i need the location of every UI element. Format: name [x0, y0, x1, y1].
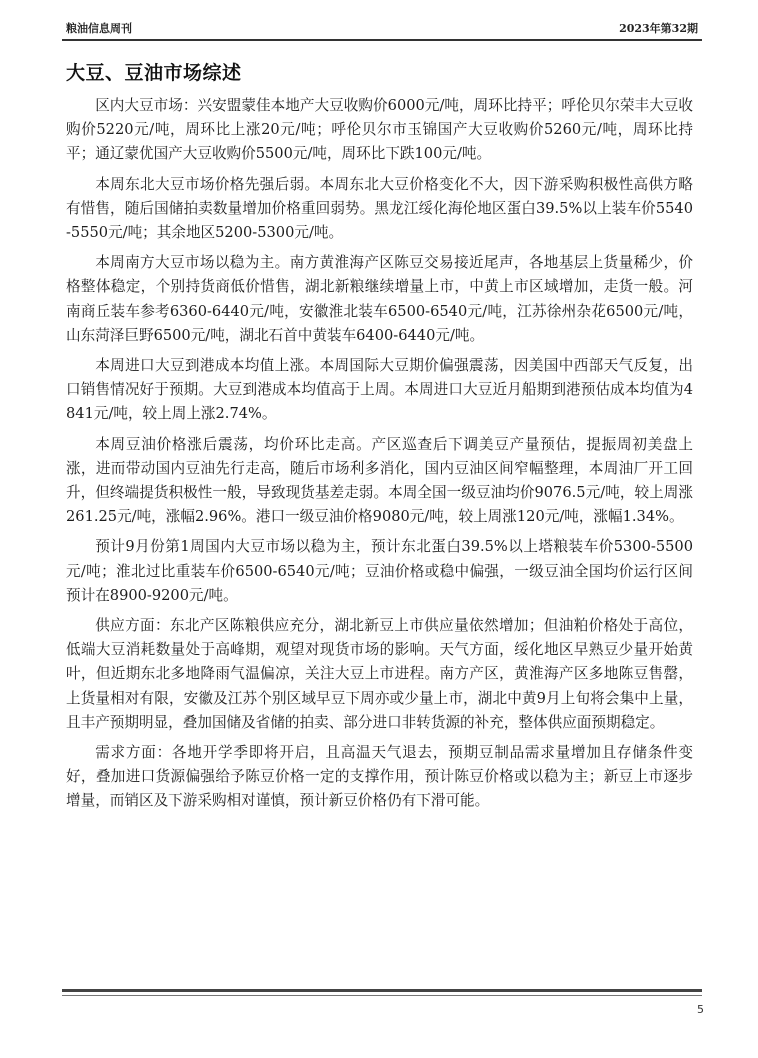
- paragraph-demand: 需求方面：各地开学季即将开启，且高温天气退去，预期豆制品需求量增加且存储条件变好，叠加进口货源偏强给予陈豆价格一定的支撑作用，预计陈豆价格或以稳为主；新豆上市逐步增量，而销区及下游采购相对谨慎，预计新豆价格仍有下滑可能。: [66, 744, 693, 810]
- paragraph-imported-soybean: 本周进口大豆到港成本均值上涨。本周国际大豆期价偏强震荡，因美国中西部天气反复，出口销售情况好于预期。大豆到港成本均值高于上周。本周进口大豆近月船期到港预估成本均值为4841元/吨，较上周上涨2.74%。: [66, 357, 693, 423]
- issue-number: 2023年第32期: [619, 22, 698, 35]
- footer-divider-thick: [62, 989, 702, 992]
- paragraph-supply: 供应方面：东北产区陈粮供应充分，湖北新豆上市供应量依然增加；但油粕价格处于高位，低端大豆消耗数量处于高峰期，观望对现货市场的影响。天气方面，绥化地区早熟豆少量开始黄叶，但近期东北多地降雨气温偏凉，关注大豆上市进程。南方产区，黄淮海产区多地陈豆售罄，上货量相对有限，安徽及江苏个别区域早豆下周亦或少量上市，湖北中黄9月上旬将会集中上量，且丰产预期明显，叠加国储及省储的拍卖、部分进口非转货源的补充，整体供应面预期稳定。: [66, 617, 693, 731]
- section-title: 大豆、豆油市场综述: [66, 62, 242, 84]
- paragraph-soybean-oil: 本周豆油价格涨后震荡，均价环比走高。产区巡查后下调美豆产量预估，提振周初美盘上涨，进而带动国内豆油先行走高，随后市场利多消化，国内豆油区间窄幅整理，本周油厂开工回升，但终端提货积极性一般，导致现货基差走弱。本周全国一级豆油均价9076.5元/吨，较上周涨261.25元/吨，涨幅2.96%。港口一级豆油价格9080元/吨，较上周涨120元/吨，涨幅1.34%。: [66, 435, 693, 526]
- page-number: 5: [697, 1003, 704, 1016]
- paragraph-southern-soybean: 本周南方大豆市场以稳为主。南方黄淮海产区陈豆交易接近尾声，各地基层上货量稀少，价格整体稳定，个别持货商低价惜售，湖北新粮继续增量上市，中黄上市区域增加，走货一般。河南商丘装车参考6360-6440元/吨，安徽淮北装车6500-6540元/吨，江苏徐州杂花6500元/吨，山东菏泽巨野6500元/吨，湖北石首中黄装车6400-6440元/吨。: [66, 254, 693, 344]
- article-body: [66, 94, 693, 820]
- header-divider: [62, 39, 702, 41]
- publication-name: 粮油信息周刊: [66, 22, 132, 35]
- paragraph-northeast-soybean: 本周东北大豆市场价格先强后弱。本周东北大豆价格变化不大，因下游采购积极性高供方略有惜售，随后国储拍卖数量增加价格重回弱势。黑龙江绥化海伦地区蛋白39.5%以上装车价5540-5550元/吨；其余地区5200-5300元/吨。: [66, 175, 693, 242]
- running-header: [66, 20, 698, 36]
- paragraph-forecast: 预计9月份第1周国内大豆市场以稳为主，预计东北蛋白39.5%以上塔粮装车价5300-5500元/吨；淮北过比重装车价6500-6540元/吨；豆油价格或稳中偏强，一级豆油全国均价运行区间预计在8900-9200元/吨。: [66, 538, 693, 604]
- footer-divider-thin: [62, 995, 702, 996]
- paragraph-regional-soybean: 区内大豆市场：兴安盟蒙佳本地产大豆收购价6000元/吨，周环比持平；呼伦贝尔荣丰大豆收购价5220元/吨，周环比上涨20元/吨；呼伦贝尔市玉锦国产大豆收购价5260元/吨，周环比持平；通辽蒙优国产大豆收购价5500元/吨，周环比下跌100元/吨。: [66, 97, 693, 163]
